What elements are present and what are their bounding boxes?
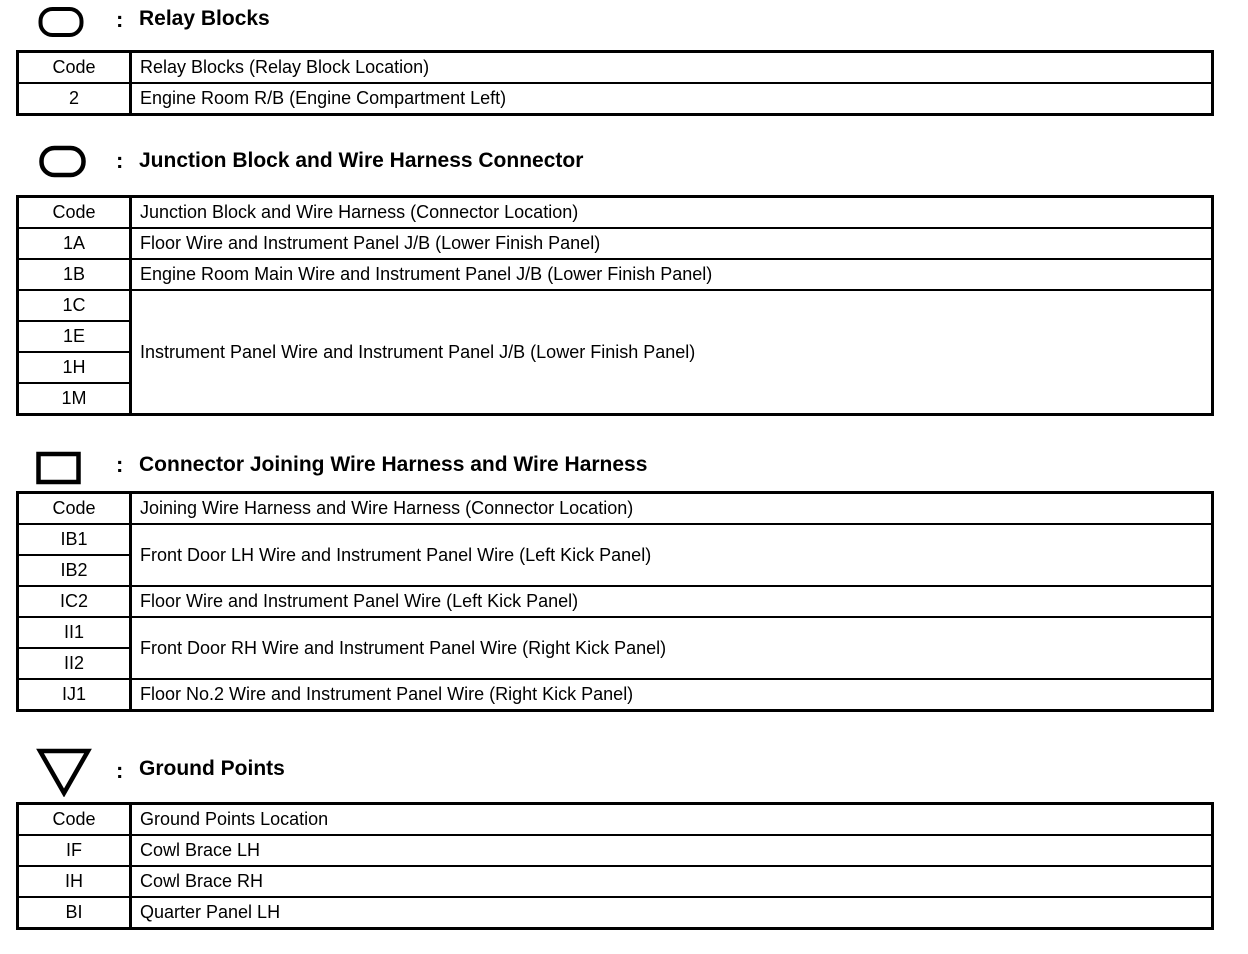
code-cell: 1M [18, 383, 131, 415]
code-cell: 2 [18, 83, 131, 115]
location-cell: Floor No.2 Wire and Instrument Panel Wire (Right Kick Panel) [131, 679, 1213, 711]
location-cell: Front Door RH Wire and Instrument Panel Wire (Right Kick Panel) [131, 617, 1213, 679]
colon: : [116, 758, 124, 783]
code-cell: II1 [18, 617, 131, 648]
section-title: Relay Blocks [139, 7, 270, 30]
triangle-down-icon [36, 747, 92, 797]
code-header: Code [18, 804, 131, 836]
code-cell: IB2 [18, 555, 131, 586]
location-cell: Front Door LH Wire and Instrument Panel Wire (Left Kick Panel) [131, 524, 1213, 586]
ground-points-table [16, 802, 1214, 930]
square-icon [36, 451, 82, 485]
table-row [18, 290, 1213, 321]
section-header-relay-blocks [0, 0, 1248, 40]
code-header: Code [18, 197, 131, 229]
code-cell: II2 [18, 648, 131, 679]
table-row [18, 617, 1213, 648]
location-header: Ground Points Location [131, 804, 1213, 836]
code-cell: 1C [18, 290, 131, 321]
connector-joining-table [16, 491, 1214, 712]
location-cell: Floor Wire and Instrument Panel Wire (Left Kick Panel) [131, 586, 1213, 617]
location-header: Junction Block and Wire Harness (Connector Location) [131, 197, 1213, 229]
location-cell: Engine Room Main Wire and Instrument Panel J/B (Lower Finish Panel) [131, 259, 1213, 290]
location-cell: Instrument Panel Wire and Instrument Panel J/B (Lower Finish Panel) [131, 290, 1213, 415]
code-cell: IF [18, 835, 131, 866]
code-cell: IH [18, 866, 131, 897]
table-header-row [18, 52, 1213, 84]
section-title: Connector Joining Wire Harness and Wire Harness [139, 453, 648, 476]
table-row [18, 866, 1213, 897]
colon: : [116, 7, 124, 32]
table-row [18, 679, 1213, 711]
table-row [18, 228, 1213, 259]
code-cell: IC2 [18, 586, 131, 617]
section-header-connector-joining [0, 446, 1248, 486]
section-header-ground-points [0, 745, 1248, 785]
table-row [18, 586, 1213, 617]
section-title: Junction Block and Wire Harness Connector [139, 149, 584, 172]
location-header: Joining Wire Harness and Wire Harness (Connector Location) [131, 493, 1213, 525]
code-cell: BI [18, 897, 131, 929]
code-cell: 1E [18, 321, 131, 352]
location-cell: Floor Wire and Instrument Panel J/B (Lower Finish Panel) [131, 228, 1213, 259]
junction-block-table [16, 195, 1214, 416]
colon: : [116, 452, 124, 477]
location-header: Relay Blocks (Relay Block Location) [131, 52, 1213, 84]
location-cell: Cowl Brace LH [131, 835, 1213, 866]
location-cell: Engine Room R/B (Engine Compartment Left) [131, 83, 1213, 115]
location-cell: Quarter Panel LH [131, 897, 1213, 929]
code-header: Code [18, 493, 131, 525]
table-row [18, 259, 1213, 290]
rounded-rect-icon [38, 6, 84, 38]
table-header-row [18, 197, 1213, 229]
section-header-junction-block [0, 142, 1248, 182]
relay-blocks-table [16, 50, 1214, 116]
code-cell: 1H [18, 352, 131, 383]
code-cell: 1A [18, 228, 131, 259]
table-row [18, 835, 1213, 866]
rounded-rect-icon [39, 145, 87, 179]
code-header: Code [18, 52, 131, 84]
section-title: Ground Points [139, 757, 285, 780]
table-row [18, 897, 1213, 929]
code-cell: IJ1 [18, 679, 131, 711]
colon: : [116, 148, 124, 173]
location-cell: Cowl Brace RH [131, 866, 1213, 897]
code-cell: IB1 [18, 524, 131, 555]
table-header-row [18, 804, 1213, 836]
table-row [18, 524, 1213, 555]
table-header-row [18, 493, 1213, 525]
code-cell: 1B [18, 259, 131, 290]
table-row [18, 83, 1213, 115]
